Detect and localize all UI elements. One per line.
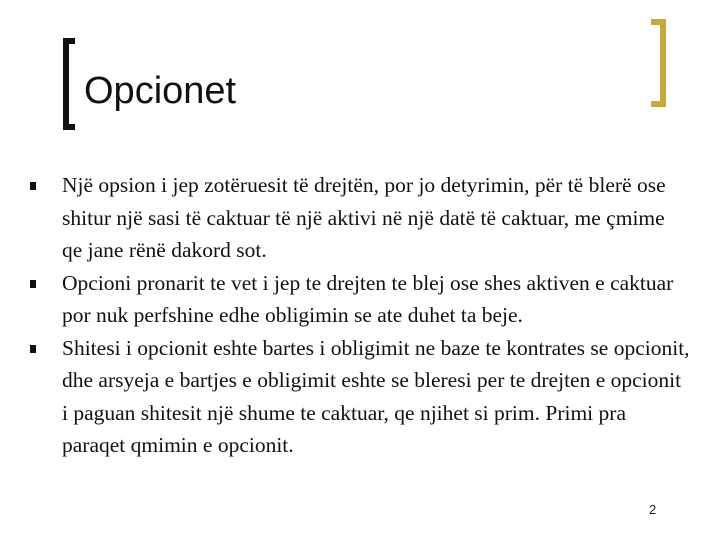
square-bullet-icon	[30, 345, 36, 353]
bullet-text: Opcioni pronarit te vet i jep te drejten te blej ose shes aktiven e caktuar por nuk perfshine edhe obligimin se ate duhet ta beje.	[62, 270, 674, 327]
title-left-bracket	[63, 38, 75, 130]
bullet-list	[30, 169, 690, 462]
bullet-item	[30, 267, 690, 332]
square-bullet-icon	[30, 280, 36, 288]
bullet-text: Një opsion i jep zotëruesit të drejtën, por jo detyrimin, për të blerë ose shitur një sasi të caktuar të një aktivi në një datë të caktuar, me çmime qe jane rënë dakord sot.	[62, 173, 666, 262]
bullet-item	[30, 332, 690, 462]
square-bullet-icon	[30, 182, 36, 190]
title-right-bracket	[651, 19, 666, 107]
bullet-text: Shitesi i opcionit eshte bartes i obligimit ne baze te kontrates se opcionit, dhe arsyeja e bartjes e obligimit eshte se bleresi per te drejten e opcionit i paguan shitesit një shume te caktuar, qe njihet si prim. Primi pra paraqet qmimin e opcionit.	[62, 335, 690, 457]
page-number: 2	[649, 502, 657, 517]
slide-title: Opcionet	[84, 70, 237, 112]
bullet-item	[30, 169, 690, 267]
